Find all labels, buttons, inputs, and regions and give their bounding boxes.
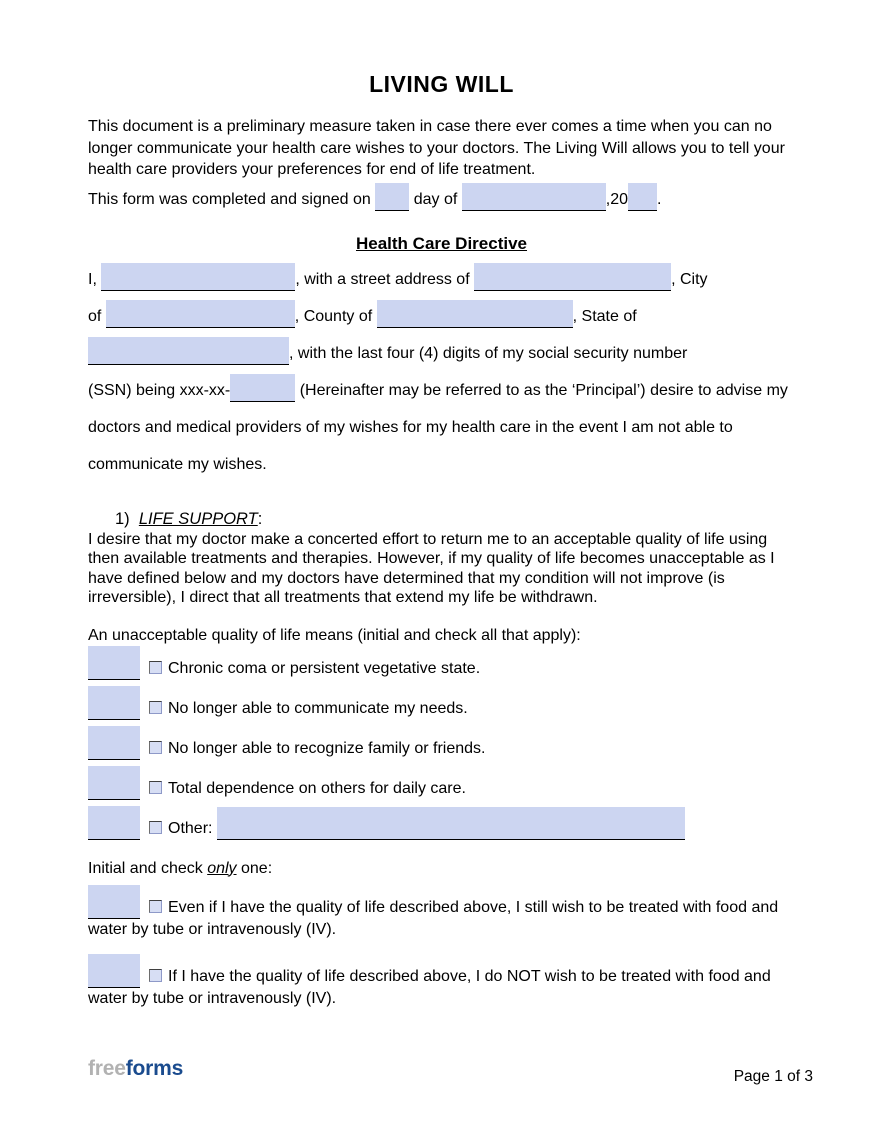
text-segment: : [257,509,263,528]
month-field[interactable] [462,183,606,211]
page-title: LIVING WILL [369,71,514,97]
checkbox-icon[interactable] [149,821,162,834]
freeforms-logo [88,1057,183,1081]
checkbox-icon[interactable] [149,781,162,794]
criteria-label: No longer able to communicate my needs. [168,699,468,717]
logo-text-free: free [88,1057,126,1080]
initials-field[interactable] [88,806,140,840]
directive-line-4 [88,372,795,409]
initials-field[interactable] [88,726,140,760]
text-segment: of [88,307,102,325]
street-address-field[interactable] [474,263,671,291]
initials-field[interactable] [88,686,140,720]
section-heading-health-care-directive: Health Care Directive [355,233,528,253]
criteria-intro: An unacceptable quality of life means (initial and check all that apply): [88,626,581,644]
directive-paragraph [88,261,795,483]
signed-line-text: This form was completed and signed on [88,190,371,208]
criteria-label: Total dependence on others for daily care. [168,779,466,797]
initials-field[interactable] [88,885,140,919]
text-segment: , with a street address of [295,270,470,288]
text-segment: (Hereinafter may be referred to as the ‘Principal’) desire to advise my [295,381,788,399]
checkbox-icon[interactable] [149,701,162,714]
signed-date-line [88,181,795,219]
exclusive-option-no-feed [88,954,795,1010]
ssn-last4-field[interactable] [230,374,295,402]
text-segment: , with the last four (4) digits of my social security number [289,344,688,362]
checkbox-icon[interactable] [149,900,162,913]
intro-paragraph: This document is a preliminary measure taken in case there ever comes a time when you can no longer communicate your health care wishes to your doctors. The Living Will allows you to tell your health care providers your preferences for end of life treatment. [88,118,785,178]
directive-line-1 [88,261,795,298]
life-support-paragraph: I desire that my doctor make a concerted effort to return me to an acceptable quality of life using then available treatments and therapies. However, if my quality of life becomes unacceptable as I have defined below and my doctors have determined that my condition will not improve (is irreversible), I direct that all treatments that extend my life be withdrawn. [88,530,775,606]
criteria-row-other [88,806,795,846]
criteria-row-coma [88,646,795,686]
choose-one-instruction [88,858,795,879]
text-segment: , City [671,270,708,288]
directive-line-5: doctors and medical providers of my wishes for my health care in the event I am not able to [88,418,733,436]
text-segment: one: [236,859,273,877]
page-number: Page 1 of 3 [733,1068,813,1085]
principal-name-field[interactable] [101,263,295,291]
criteria-row-dependence [88,766,795,806]
emphasized-word: only [207,859,237,877]
initials-field[interactable] [88,954,140,988]
state-field[interactable] [88,337,289,365]
exclusive-option-feed [88,885,795,941]
criteria-row-communicate [88,686,795,726]
year-prefix: ,20 [605,190,629,208]
directive-line-3 [88,335,795,372]
period: . [657,190,662,208]
initials-field[interactable] [88,646,140,680]
checkbox-icon[interactable] [149,969,162,982]
directive-line-6: communicate my wishes. [88,455,267,473]
life-support-heading [88,509,795,530]
criteria-row-recognize [88,726,795,766]
exclusive-option-label: Even if I have the quality of life described above, I still wish to be treated with food and water by tube or intravenously (IV). [88,898,779,938]
city-field[interactable] [106,300,295,328]
day-field[interactable] [375,183,409,211]
criteria-label: No longer able to recognize family or friends. [168,739,486,757]
text-segment: (SSN) being xxx-xx- [88,381,231,399]
checkbox-icon[interactable] [149,741,162,754]
text-segment: Initial and check [88,859,208,877]
checkbox-icon[interactable] [149,661,162,674]
directive-line-2 [88,298,795,335]
text-segment: , County of [294,307,373,325]
county-field[interactable] [377,300,573,328]
initials-field[interactable] [88,766,140,800]
signed-line-text: day of [413,190,458,208]
text-segment: I, [88,270,97,288]
text-segment: , State of [572,307,637,325]
criteria-label: Chronic coma or persistent vegetative state. [168,659,481,677]
logo-text-forms: forms [125,1057,184,1080]
section-title: LIFE SUPPORT [138,509,258,528]
other-description-field[interactable] [217,807,685,840]
year-field[interactable] [628,183,657,211]
exclusive-option-label: If I have the quality of life described above, I do NOT wish to be treated with food and water by tube or intravenously (IV). [88,968,771,1007]
criteria-label: Other: [168,819,213,837]
section-number: 1) [115,509,130,528]
